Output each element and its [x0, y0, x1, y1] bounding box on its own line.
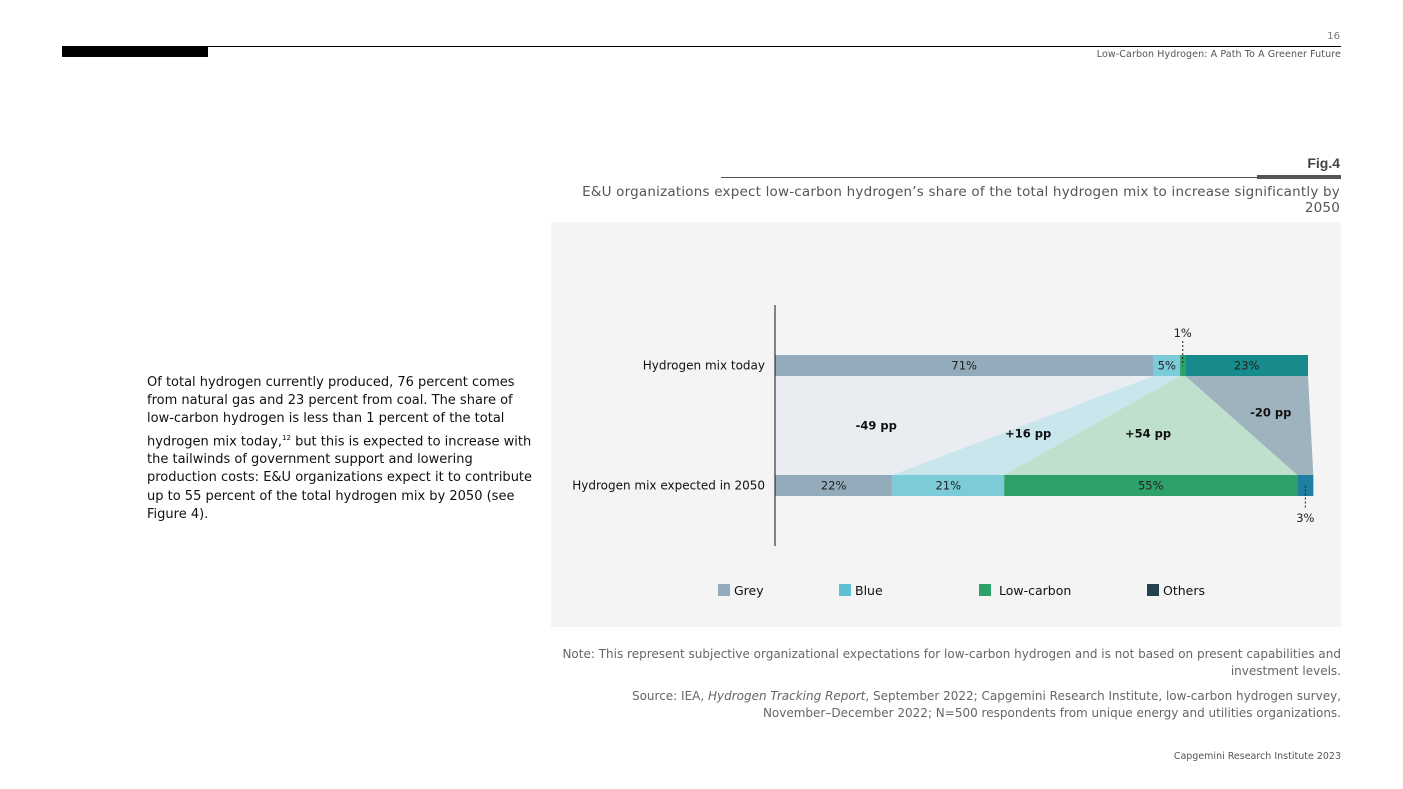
data-label-grey-today: 71% — [951, 358, 977, 373]
legend-swatch-others — [1147, 584, 1159, 596]
data-label-blue-2050: 21% — [935, 478, 962, 493]
change-label-blue: +16 pp — [1005, 426, 1052, 441]
category-label-2050: Hydrogen mix expected in 2050 — [572, 478, 765, 493]
page-number: 16 — [1327, 31, 1340, 42]
change-label-grey: -49 pp — [855, 418, 897, 433]
body-text-part2: but this is expected to increase with the tailwinds of government support and lowering production costs: E&U organizations expect it to contribute up to 55 percent of the total hydrogen mix by 2050 (see Figure 4). — [147, 433, 533, 522]
figure-rule-accent — [1257, 175, 1341, 179]
footnote-reference[interactable]: 12 — [282, 433, 291, 442]
source-report-title: Hydrogen Tracking Report — [707, 689, 866, 703]
stacked-bar-chart — [551, 222, 1341, 627]
change-label-others: -20 pp — [1250, 405, 1292, 420]
change-label-low-carbon: +54 pp — [1125, 426, 1172, 441]
legend-label-others: Others — [1163, 583, 1206, 598]
footer-credit: Capgemini Research Institute 2023 — [1173, 751, 1341, 762]
figure-rule — [721, 177, 1341, 178]
figure-note: Note: This represent subjective organizational expectations for low-carbon hydrogen and is not based on present capabilities and investment levels. — [562, 647, 1341, 678]
legend-label-low-carbon: Low-carbon — [999, 583, 1072, 598]
chart-panel — [551, 222, 1341, 627]
legend-swatch-low-carbon — [979, 584, 991, 596]
document-title: Low-Carbon Hydrogen: A Path To A Greener Future — [1096, 49, 1341, 60]
data-label-others-2050: 3% — [1296, 511, 1315, 525]
header-accent-bar — [62, 46, 208, 57]
data-label-blue-today: 5% — [1157, 358, 1176, 373]
data-label-low-carbon-today: 1% — [1173, 326, 1192, 340]
figure-title: E&U organizations expect low-carbon hydrogen’s share of the total hydrogen mix to increase significantly by 2050 — [582, 184, 1340, 216]
data-label-low-carbon-2050: 55% — [1137, 478, 1164, 493]
data-label-others-today: 23% — [1233, 358, 1260, 373]
source-prefix: Source: IEA, — [631, 689, 708, 703]
category-label-today: Hydrogen mix today — [642, 358, 765, 373]
body-text-part1: Of total hydrogen currently produced, 76 percent comes from natural gas and 23 percent from coal. The share of low-carbon hydrogen is less than 1 percent of the total hydrogen mix today, — [147, 375, 515, 449]
legend-label-grey: Grey — [734, 583, 764, 598]
source-suffix: , September 2022; Capgemini Research Institute, low-carbon hydrogen survey, November–December 2022; N=500 respondents from unique energy and utilities organizations. — [762, 689, 1341, 720]
figure-label: Fig.4 — [1307, 155, 1340, 171]
figure-source — [560, 688, 1341, 721]
legend-label-blue: Blue — [855, 583, 883, 598]
legend-swatch-grey — [718, 584, 730, 596]
legend-swatch-blue — [839, 584, 851, 596]
body-paragraph — [147, 374, 542, 524]
header-rule — [62, 46, 1341, 47]
data-label-grey-2050: 22% — [820, 478, 847, 493]
